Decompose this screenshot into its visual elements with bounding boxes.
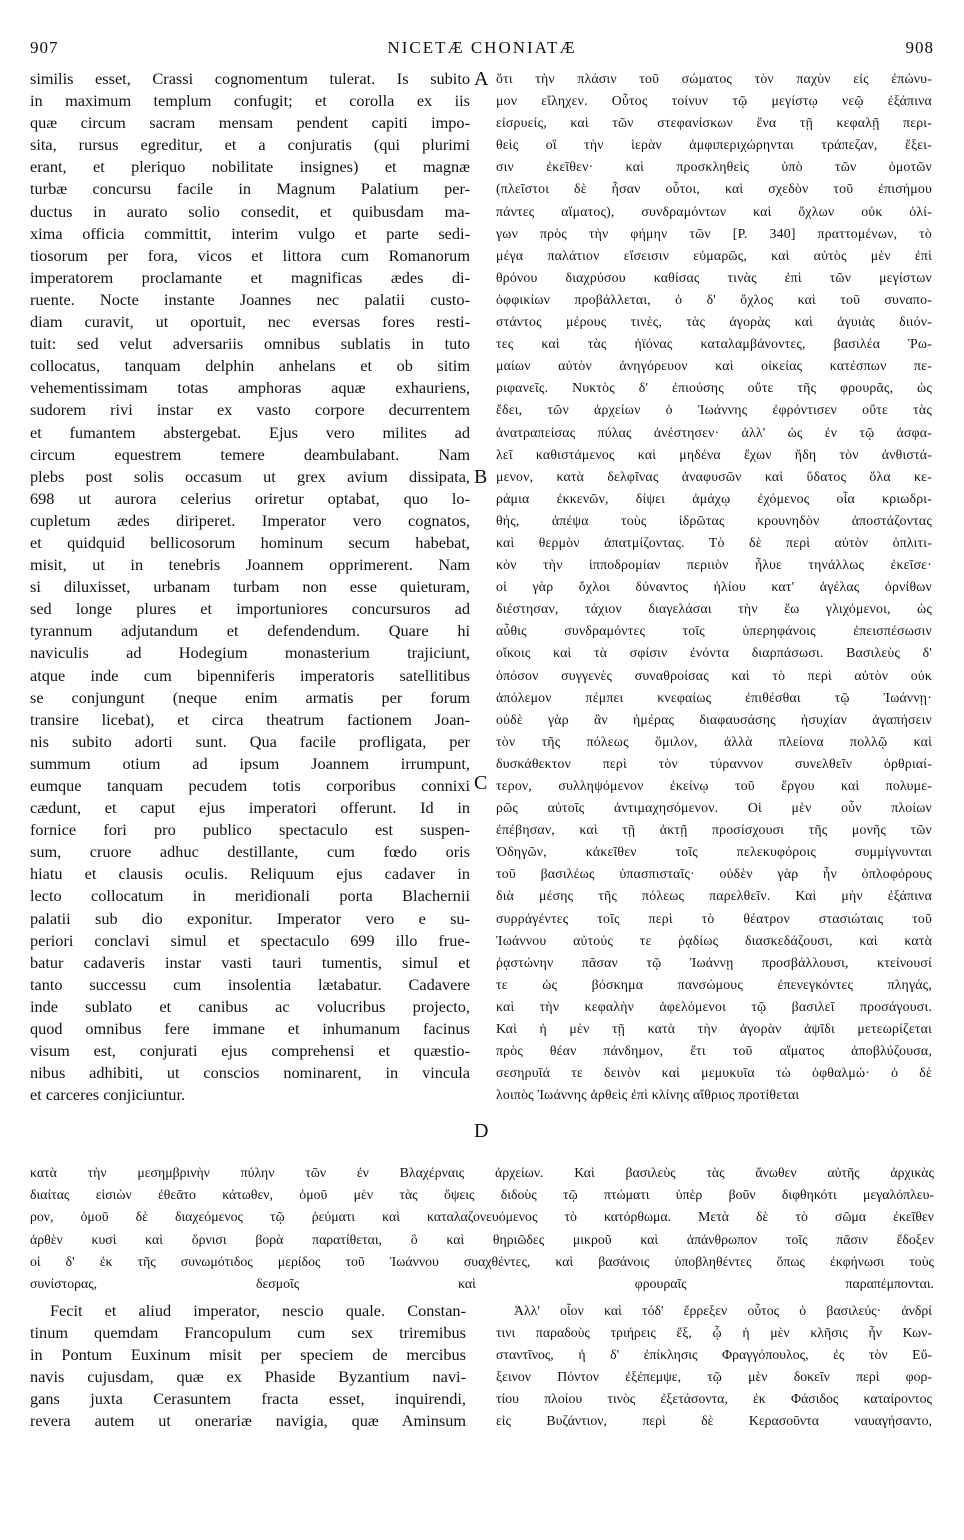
latin-text-line: turbæ concursu facile in Magnum Palatium per- [30, 179, 470, 199]
greek-text-line: διαίτας εἰσιὼν ἐθεᾶτο κάτωθεν, ὁμοῦ μὲν τὰς ὄψεις διδοὺς τῷ πτώματι ὑπὲρ βοῦν διφθηκότι μεγαλόπλευ- [30, 1187, 934, 1203]
latin-column [30, 68, 470, 1106]
latin-text-line: transire licebat), et circa theatrum factionem Joan- [30, 709, 470, 729]
greek-text-line: ὀφφικίων προβάλλεται, ὁ δ' ὄχλος καὶ τοῦ συναπο- [496, 291, 932, 307]
greek-text-line: θής, ἀπέψα τοὺς ἱδρῶτας κρουνηδὸν ἀποστάζοντας [496, 512, 932, 528]
latin-text-line: et fumantem abstergebat. Ejus vero milites ad [30, 422, 470, 442]
greek-text-line: ρῶς αὐτοῖς ἀντιμαχησόμενον. Οἱ μὲν οὖν πλοίων [496, 800, 932, 816]
latin-text-line: vehementissimam totas amphoras aquæ exhauriens, [30, 378, 470, 398]
greek-text-line: ἀπόλεμον πέμπει κνεφαίως ἐπιθέσθαι τῷ Ἰωάννῃ· [496, 689, 932, 705]
latin-text-line: quod omnibus fere immane et inhumanum facinus [30, 1019, 470, 1039]
greek-text-line: θρόνου διαχρύσου καθίσας τινὰς ἐπὶ τῶν μεγίστων [496, 269, 932, 285]
latin-text-line: ruente. Nocte instante Joannes nec palatii custo- [30, 289, 470, 309]
latin-text-line: sudorem rivi instar ex vasto corpore decurrentem [30, 400, 470, 420]
latin-text-line: navis cujusdam, quæ ex Phaside Byzantium navi- [30, 1367, 466, 1387]
greek-text-line: τίου πλοίου τινὸς ἐξετάσοντα, ἐκ Φάσιδος καταίροντος [496, 1391, 932, 1407]
latin-text-line: in maximum templum confugit; et corolla ex iis [30, 91, 470, 111]
greek-text-line: μαίων αὐτὸν ἀνηγόρευον καὶ οἰκείας κατέσπων πε- [496, 358, 932, 374]
latin-text-line: palatii sub dio exponitur. Imperator vero e su- [30, 908, 470, 928]
latin-text-line: cupletum ædes diriperet. Imperator vero cognatos, [30, 510, 470, 530]
latin-text-line: misit, ut in tenebris Joannem opprimerent. Nam [30, 555, 470, 575]
greek-text-line: τὸν τῆς πόλεως ὅμιλον, ἀλλὰ πλείονα πολλῷ καὶ [496, 733, 932, 749]
greek-text-line: ἐπέβησαν, καὶ τῇ ἀκτῇ προσίσχουσι τῆς μονῆς τῶν [496, 822, 932, 838]
latin-text-line: nibus adhibiti, ut conscios nominarent, in vincula [30, 1063, 470, 1083]
greek-column-continued [496, 1300, 932, 1433]
running-header [30, 38, 934, 60]
latin-text-line: et quidquid bellicosorum hominum secum habebat, [30, 532, 470, 552]
greek-text-line: σεσηρυῖά τε δεινὸν καὶ μεμυκυῖα τὼ ὀφθαλμώ· ὁ δὲ [496, 1065, 932, 1081]
greek-text-line: κατὰ τὴν μεσημβρινὴν πύλην τῶν ἐν Βλαχέρναις ἀρχείων. Καὶ βασιλεὺς τὰς ἄνωθεν αὐτῆς ἀρχικὰς [30, 1165, 934, 1180]
latin-text-line: 698 ut aurora celerius oriretur optabat, quo lo- [30, 488, 470, 508]
greek-text-line: λεῖ καθιστάμενος καὶ μηδένα ἔχων ἤδη τὸν ἀνθιστά- [496, 446, 932, 462]
greek-text-line: δυσκάθεκτον περὶ τὸν τύραννον συνελθεῖν ὀρθριαί- [496, 755, 932, 771]
greek-text-line: ξεινον Πόντον ἐξέπεμψε, τῷ μὲν δοκεῖν περὶ φορ- [496, 1369, 932, 1385]
latin-text-line: tyrannum adjutandum et defendendum. Quare hi [30, 621, 470, 641]
latin-text-line: xima officia committit, interim vulgo et parte sedi- [30, 223, 470, 243]
latin-text-line: et carceres conjiciuntur. [30, 1085, 186, 1105]
latin-text-line: si diluxisset, urbanam turbam non esse quieturam, [30, 577, 470, 597]
greek-text-line: ὁπόσον συγγενὲς συναθροίσας καὶ τὸ περὶ αὐτὸν οὐκ [496, 667, 932, 683]
greek-text-line: Ἰωάννου αὐτούς τε ῥᾳδίως διασκεδάζουσι, καὶ κατὰ [496, 932, 932, 948]
greek-full-width-block [30, 1162, 934, 1295]
latin-text-line: tuit: sed velut adversariis omnibus sublatis in tuto [30, 334, 470, 354]
greek-text-line: ὅτι τὴν πλάσιν τοῦ σώματος τὸν παχὺν εἰς ἐπώνυ- [496, 71, 932, 86]
latin-text-line: revera autem ut onerariæ navigia, quæ Aminsum [30, 1411, 466, 1431]
latin-text-line: cædunt, et caput ejus imperatori offerunt. Id in [30, 798, 470, 818]
latin-text-line: similis esset, Crassi cognomentum tulerat. Is subito [30, 69, 470, 88]
latin-text-line: gans juxta Cerasuntem fracta esset, inquirendi, [30, 1389, 466, 1409]
page-number-right: 908 [905, 38, 934, 57]
latin-text-line: sita, rursus egreditur, et a conjuratis (qui plurimi [30, 135, 470, 155]
latin-text-line: summum otium ad ipsum Joannem irrumpunt, [30, 753, 470, 773]
latin-text-line: imperatorem proclamante et magnificas ædes di- [30, 267, 470, 287]
latin-text-line: Fecit et aliud imperator, nescio quale. Constan- [50, 1301, 466, 1320]
greek-text-line: οἴκοις καὶ τὰ σφίσιν ἐνόντα διαρπάσωσι. Βασιλεὺς δ' [496, 645, 932, 661]
greek-text-line: κὸν τὴν ἱπποδρομίαν περιιὸν ἦλυε τηνάλλως ἐκεῖσε· [496, 557, 932, 573]
greek-text-line: ριφανεῖς. Νυκτὸς δ' ἐπιούσης οὔτε τῆς φρουρᾶς, ὡς [496, 380, 932, 396]
section-marker-d: D [474, 1120, 489, 1142]
greek-text-line: εἰς Βυζάντιον, περὶ δὲ Κερασοῦντα ναυαγήσαντο, [496, 1413, 932, 1429]
latin-text-line: plebs post solis occasum ut grex avium dissipata, [30, 466, 470, 486]
greek-column [496, 68, 932, 1106]
latin-text-line: sed longe plures et importuniores concursuros ad [30, 599, 470, 619]
greek-text-line: Ἀλλ' οἷον καὶ τόδ' ἔρρεξεν οὗτος ὁ βασιλεύς· ἀνδρί [514, 1303, 932, 1318]
greek-text-line: καὶ τὴν κεφαλὴν ἀφελόμενοι τῷ βασιλεῖ προσάγουσι. [496, 998, 932, 1014]
greek-text-line: στάντος μέρους τινὲς, τὰς ἀγορὰς καὶ ἀγυιὰς διιόν- [496, 314, 932, 330]
greek-text-line: ἀρθὲν κυσὶ καὶ ὄρνισι βορὰ παρατίθεται, ὃ καὶ θηριῶδες μικροῦ καὶ ἀπάνθρωπον τοῖς πᾶσιν ἔδοξεν [30, 1231, 934, 1247]
latin-text-line: tiosorum per fora, vicos et littora cum Romanorum [30, 245, 470, 265]
greek-text-line: μον εἴληχεν. Οὗτος τοίνυν τῷ μεγίστῳ νεῷ ἐξάπινα [496, 93, 932, 109]
greek-text-line: ῥᾳστώνην πᾶσαν τῷ Ἰωάννῃ προσβάλλουσι, κτείνουσί [496, 954, 932, 970]
latin-text-line: diam curavit, ut oportuit, nec eversas fores resti- [30, 312, 470, 332]
latin-text-line: tanto successu cum insolentia lætabatur. Cadavere [30, 974, 470, 994]
latin-text-line: circum equestrem temere deambulabant. Nam [30, 444, 470, 464]
latin-text-line: visum est, conjurati ejus comprehensi et quæstio- [30, 1041, 470, 1061]
greek-text-line: σταντῖνος, ἡ δ' ἐπίκλησις Φραγγόπουλος, ἐς τὸν Εὔ- [496, 1347, 932, 1363]
greek-text-line: τοῦ βασιλέως ὑπασπισταῖς· οὐδὲν γὰρ ἦν ὁπλοφόρους [496, 866, 932, 882]
latin-text-line: in Pontum Euxinum misit per speciem de mercibus [30, 1345, 466, 1365]
greek-text-line: θεὶς οἳ τὴν ἱερὰν ἀμφιπεριχώρηνται τράπεζαν, ἔξει- [496, 137, 932, 153]
greek-text-line: οἱ γὰρ ὄχλοι δύναντος ἡλίου κατ' ἀγέλας ὀρνίθων [496, 579, 932, 595]
greek-text-line: εἰσρυείς, καὶ τῶν στεφανίσκων ἕνα τῇ κεφαλῇ περι- [496, 115, 932, 131]
section-marker-a: A [474, 68, 489, 90]
greek-text-line: οἱ δ' ἐκ τῆς συνωμότιδος μερίδος τοῦ Ἰωάννου συαχθέντες, καὶ βασάνοις ὑποβληθέντες ὅπως ἐκφήνωσι τοὺς [30, 1253, 934, 1269]
page-number-left: 907 [30, 38, 59, 57]
greek-text-line: Καὶ ἡ μὲν τῇ κατὰ τὴν ἀγορὰν ἀψῖδι μετεωρίζεται [496, 1021, 932, 1037]
greek-text-line: ἔδει, τῶν ἀρχείων ὁ Ἰωάννης ἐφρόντισεν οὔτε τὰς [496, 402, 932, 418]
greek-text-line: καὶ θερμὸν ἀπατμίζοντας. Τὸ δὲ περὶ αὐτὸν ὁπλιτι- [496, 534, 932, 550]
greek-text-line: τινι παραδοὺς τριήρεις ἕξ, ᾧ ἡ μὲν κλῆσις ἦν Κων- [496, 1325, 932, 1341]
greek-text-line: ἀνατραπείσας πύλας ἀνέστησεν· ἀλλ' ὡς ἐν τῷ ἀσφα- [496, 424, 932, 440]
greek-text-line: πρὸς θέαν πάνδημον, ἔτι τοῦ αἵματος ἀποβλύζουσα, [496, 1043, 932, 1059]
greek-text-line: διὰ μέσης τῆς πόλεως παρελθεῖν. Καὶ μὴν ἐξάπινα [496, 888, 932, 904]
latin-text-line: ductus in aurato solio consedit, et quibusdam ma- [30, 201, 470, 221]
latin-text-line: batur cadaveris instar vasti tauri tumentis, simul et [30, 952, 470, 972]
section-marker-b: B [474, 466, 488, 488]
latin-column-continued [30, 1300, 466, 1433]
latin-text-line: quæ circum sacram mensam pendent capiti impo- [30, 113, 470, 133]
latin-text-line: tinum quemdam Francopulum cum sex triremibus [30, 1323, 466, 1343]
running-title: NICETÆ CHONIATÆ [387, 38, 577, 57]
greek-text-line: τε ὡς βόσκημα πανσώμους ἐπενεγκόντες πληγάς, [496, 976, 932, 992]
latin-text-line: fornice fori pro publico spectaculo est suspen- [30, 820, 470, 840]
greek-text-line: ρον, ὁμοῦ δὲ διαχεόμενος τῷ ῥεύματι καὶ καταλαζονευόμενος τὸ κατόρθωμα. Μετὰ δὲ τὸ σῶμα ἐκεῖθεν [30, 1209, 934, 1225]
greek-text-line: λοιπὸς Ἰωάννης ἀρθεὶς ἐπὶ κλίνης αἴθριος προτίθεται [496, 1087, 800, 1103]
section-marker-c: C [474, 772, 488, 794]
latin-text-line: eumque tanquam pecudem totis corporibus connixi [30, 776, 470, 795]
greek-text-line: συνίστορας, δεσμοῖς καὶ φρουραῖς παραπέμπονται. [30, 1275, 934, 1291]
latin-text-line: hiatu et clausis oculis. Reliquum ejus cadaver in [30, 864, 470, 884]
greek-text-line: πάντες αἵματος), συνδραμόντων καὶ ὄχλων οὐκ ὀλί- [496, 203, 932, 219]
latin-text-line: periori conclavi simul et spectaculo 699 illo frue- [30, 930, 470, 950]
greek-text-line: οὐδὲ γὰρ ἂν ἡμέρας διαφαυσάσης ἡσυχίαν ἀγαπήσειν [496, 711, 932, 727]
greek-text-line: συρράγέντες τοῖς περὶ τὸ θέατρον στασιώταις τοῦ [496, 910, 932, 926]
greek-text-line: αὖθις συνδραμόντες τοῖς ὑπερηφάνοις ἐπεισπέσωσιν [496, 623, 932, 639]
greek-text-line: μέγα παλάτιον εἴσεισιν εὐμαρῶς, καὶ αὐτὸς μὲν ἐπὶ [496, 247, 932, 263]
greek-text-line: σιν ἐκεῖθεν· καὶ προσκληθεὶς ὑπὸ τῶν ὁμοτῶν [496, 159, 932, 175]
latin-text-line: inde sublato et canibus ac volucribus projecto, [30, 996, 470, 1016]
latin-text-line: collocatus, tanquam delphin anhelans et ob sitim [30, 356, 470, 376]
latin-text-line: atque inde cum bipenniferis imperatoris satellitibus [30, 665, 470, 685]
latin-text-line: se conjungunt (neque enim armatis per forum [30, 687, 470, 707]
greek-text-line: ράμια ἐκκενῶν, δίψει ἀμάχῳ ἐχόμενος οἷα κριωδρι- [496, 490, 932, 506]
greek-text-line: τες καὶ τὰς ἠϊόνας καταλαμβάνοντες, βασιλέα Ῥω- [496, 336, 932, 352]
greek-text-line: γων πρὸς τὴν φήμην τῶν [P. 340] πραττομένων, τὸ [496, 225, 932, 241]
greek-text-line: διέστησαν, τάχιον διαγελάσαι τὴν ἕω γλιχόμενοι, ὡς [496, 601, 932, 617]
greek-text-line: (πλεῖστοι δὲ ἦσαν οὗτοι, καὶ σχεδὸν τοῦ ἐπισήμου [496, 181, 932, 197]
latin-text-line: naviculis ad Hodegium monasterium trajiciunt, [30, 643, 470, 663]
latin-text-line: nis subito adorti sunt. Qua facile profligata, per [30, 731, 470, 751]
latin-text-line: sum, cruore adhuc destillante, cum fœdo oris [30, 842, 470, 862]
greek-text-line: τερον, συλληψόμενον ἐκείνῳ τοῦ ἔργου καὶ πολυμε- [496, 778, 932, 793]
latin-text-line: erant, et pleriquo nobilitate insignes) et magnæ [30, 157, 470, 177]
greek-text-line: Ὁδηγῶν, κἀκεῖθεν τοῖς πελεκυφόροις συμμίγνυνται [496, 844, 932, 860]
greek-text-line: μενον, κατὰ δελφῖνας ἀναφυσῶν καὶ ὕδατος ὅλα κε- [496, 468, 932, 484]
latin-text-line: lecto collocatum in meridionali porta Blachernii [30, 886, 470, 906]
